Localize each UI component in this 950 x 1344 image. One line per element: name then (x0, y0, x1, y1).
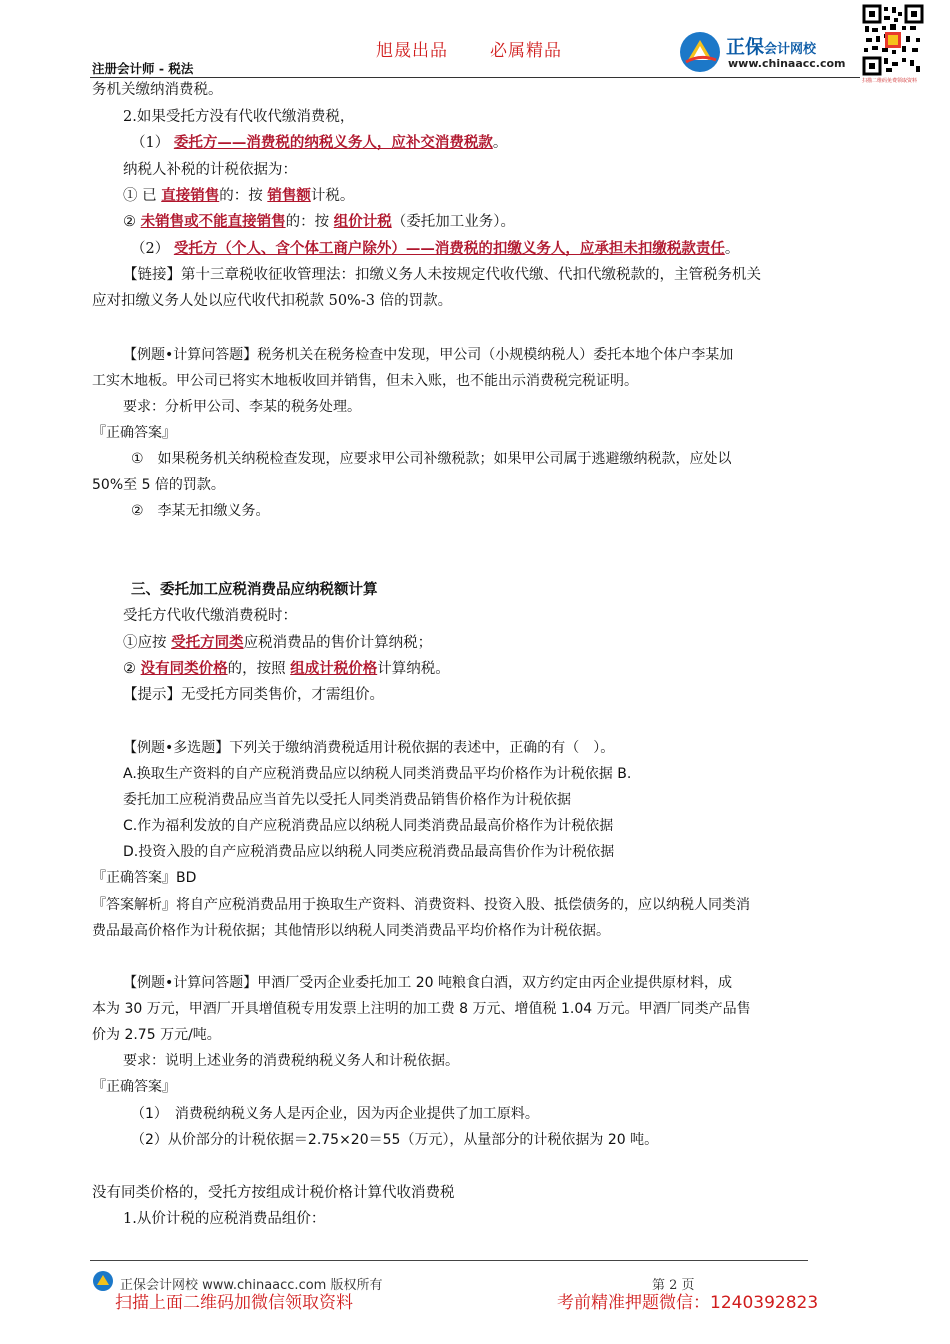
wechat-label: 考前精准押题微信： (557, 1293, 710, 1313)
text-line: （2） 受托方（个人、含个体工商户除外）——消费税的扣缴义务人，应承担未扣缴税款责任。 (131, 240, 740, 257)
option-b: 委托加工应税消费品应当首先以受托人同类消费品销售价格作为计税依据 (123, 792, 571, 808)
text-line: ② 没有同类价格的，按照 组成计税价格计算纳税。 (123, 660, 450, 677)
text-line: ② 李某无扣缴义务。 (131, 503, 270, 519)
text-line: ①应按 受托方同类应税消费品的售价计算纳税； (123, 634, 433, 651)
chinaacc-small-logo-icon (92, 1270, 114, 1292)
text-line: 【链接】第十三章税收征收管理法：扣缴义务人未按规定代收代缴、代扣代缴税款的，主管税务机关 (123, 267, 761, 283)
highlight-text: 受托方同类 (171, 634, 244, 651)
slogan-1: 旭晟出品 (376, 41, 448, 61)
option-c: C.作为福利发放的自产应税消费品应以纳税人同类消费品最高价格作为计税依据 (123, 818, 614, 834)
qr-code-icon (862, 4, 924, 76)
text-line: 50%至 5 倍的罚款。 (92, 477, 225, 493)
text-line: ① 已 直接销售的：按 销售额计税。 (123, 187, 355, 204)
text-line: （1） 消费税纳税义务人是丙企业，因为丙企业提供了加工原料。 (131, 1106, 539, 1122)
page-number: 第 2 页 (652, 1278, 695, 1293)
option-d: D.投资入股的自产应税消费品应以纳税人同类应税消费品最高售价作为计税依据 (123, 844, 615, 860)
chinaacc-logo-icon (678, 30, 722, 74)
text-line: 没有同类价格的，受托方按组成计税价格计算代收消费税 (92, 1185, 455, 1201)
brand-url: www.chinaacc.com (728, 57, 846, 70)
slogan-2: 必属精品 (490, 41, 562, 61)
text-line: ① 如果税务机关纳税检查发现，应要求甲公司补缴税款；如果甲公司属于逃避缴纳税款，应处以 (131, 451, 732, 467)
text-line: ② 未销售或不能直接销售的：按 组价计税（委托加工业务）。 (123, 213, 515, 230)
answer-label: 『正确答案』BD (92, 870, 197, 886)
text-line: 本为 30 万元，甲酒厂开具增值税专用发票上注明的加工费 8 万元、增值税 1.04 万元。甲酒厂同类产品售 (92, 1001, 751, 1017)
text-line: 纳税人补税的计税依据为： (123, 162, 297, 178)
qr-caption: 扫描二维码免费领取资料 (862, 78, 918, 84)
brand-subname: 会计网校 (764, 42, 817, 57)
section-title: 三、委托加工应税消费品应纳税额计算 (131, 581, 378, 598)
highlight-text: 组成计税价格 (290, 660, 378, 677)
text-line: 务机关缴纳消费税。 (92, 82, 223, 98)
highlight-text: 直接销售 (161, 187, 220, 204)
header-subject: 注册会计师 - 税法 (92, 61, 194, 76)
highlight-text: 委托方——消费税的纳税义务人，应补交消费税款 (173, 134, 493, 151)
highlight-text: 组价计税 (333, 213, 392, 230)
text-line: 价为 2.75 万元/吨。 (92, 1027, 221, 1043)
answer-label: 『正确答案』 (92, 1079, 176, 1095)
answer-label: 『正确答案』 (92, 425, 176, 441)
example-question: 【例题•多选题】下列关于缴纳消费税适用计税依据的表述中，正确的有（ ）。 (123, 740, 615, 756)
highlight-text: 没有同类价格 (140, 660, 228, 677)
qr-code[interactable] (862, 4, 924, 76)
highlight-text: 受托方（个人、含个体工商户除外）——消费税的扣缴义务人，应承担未扣缴税款责任 (173, 240, 725, 257)
footer-promo-left: 扫描上面二维码加微信领取资料 (115, 1293, 353, 1313)
highlight-text: 销售额 (267, 187, 311, 204)
wechat-number: 1240392823 (710, 1293, 819, 1313)
text-line: 2.如果受托方没有代收代缴消费税， (123, 109, 355, 125)
example-question: 【例题•计算问答题】税务机关在税务检查中发现，甲公司（小规模纳税人）委托本地个体户李某加 (123, 347, 734, 363)
text-line: 要求：分析甲公司、李某的税务处理。 (123, 399, 361, 415)
text-line: 应对扣缴义务人处以应代收代扣税款 50%-3 倍的罚款。 (92, 293, 453, 309)
text-line: （1） 委托方——消费税的纳税义务人，应补交消费税款。 (131, 134, 508, 151)
highlight-text: 未销售或不能直接销售 (140, 213, 286, 230)
footer-divider (90, 1260, 808, 1261)
footer-copyright: 正保会计网校 www.chinaacc.com 版权所有 (120, 1278, 383, 1293)
footer-promo-right (557, 1288, 818, 1313)
text-line: 费品最高价格作为计税依据；其他情形以纳税人同类消费品平均价格作为计税依据。 (92, 923, 610, 939)
option-a: A.换取生产资料的自产应税消费品应以纳税人同类消费品平均价格作为计税依据 B. (123, 766, 632, 782)
text-line: 受托方代收代缴消费税时： (123, 608, 297, 624)
text-line: 工实木地板。甲公司已将实木地板收回并销售，但未入账，也不能出示消费税完税证明。 (92, 373, 638, 389)
text-line: 要求：说明上述业务的消费税纳税义务人和计税依据。 (123, 1053, 459, 1069)
footer-logo (92, 1270, 114, 1292)
header-slogan (376, 36, 562, 61)
text-line: 【提示】无受托方同类售价，才需组价。 (123, 687, 384, 703)
brand-logo[interactable] (678, 30, 862, 76)
answer-explanation: 『答案解析』将自产应税消费品用于换取生产资料、消费资料、投资入股、抵偿债务的，应以纳税人同类消 (92, 897, 750, 913)
text-line: （2）从价部分的计税依据＝2.75×20＝55（万元），从量部分的计税依据为 20 吨。 (131, 1132, 659, 1148)
example-question: 【例题•计算问答题】甲酒厂受丙企业委托加工 20 吨粮食白酒，双方约定由丙企业提供原材料，成 (123, 975, 732, 991)
brand-name: 正保会计网校 (726, 36, 817, 58)
text-line: 1.从价计税的应税消费品组价： (123, 1211, 326, 1227)
